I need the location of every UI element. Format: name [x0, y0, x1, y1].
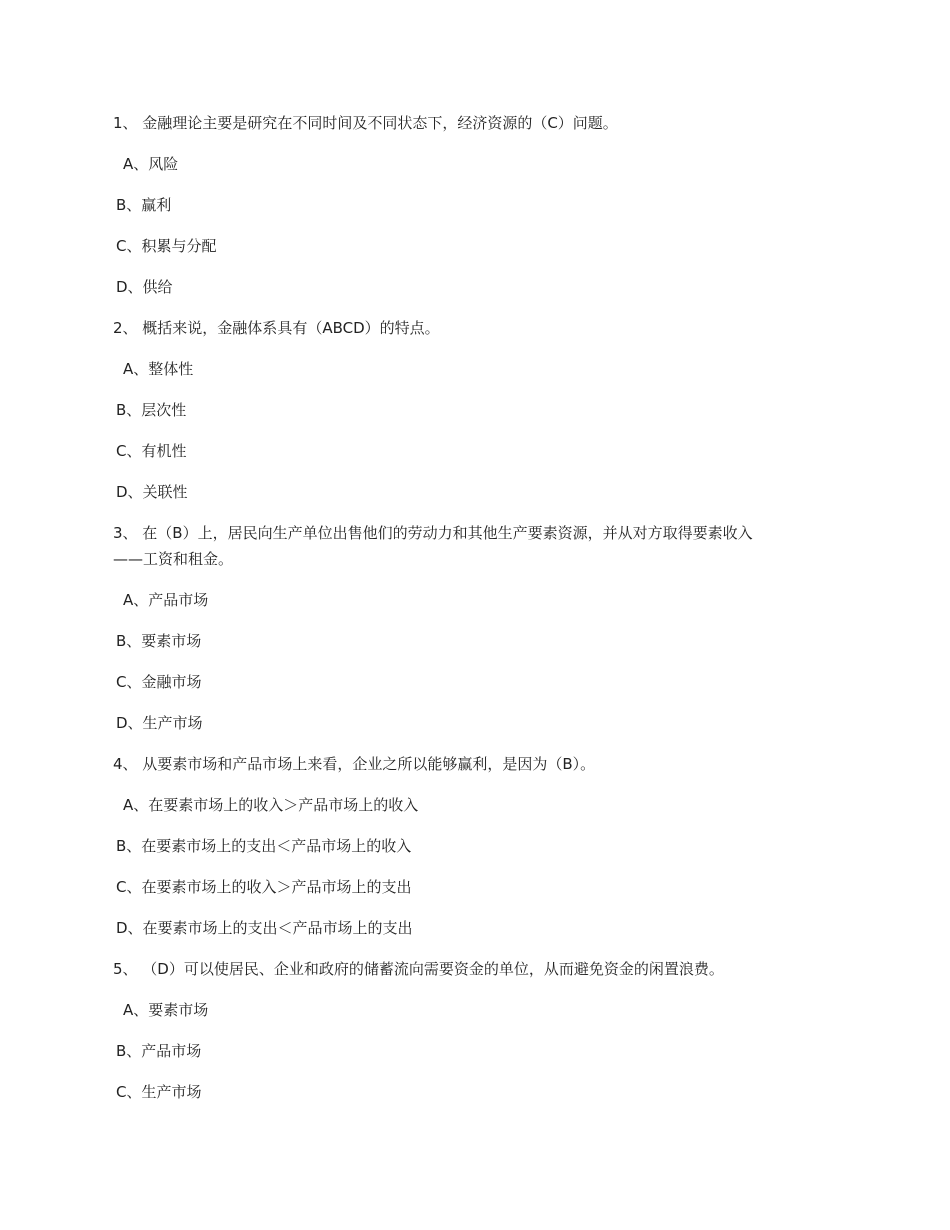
question-2-option-d: D、关联性	[116, 483, 188, 501]
question-1-option-a: A、风险	[123, 155, 179, 173]
question-5-option-b: B、产品市场	[116, 1042, 202, 1060]
question-4-option-a: A、在要素市场上的收入＞产品市场上的收入	[123, 796, 419, 814]
question-3-option-a: A、产品市场	[123, 591, 209, 609]
question-3-text-line-1: 3、 在（B）上，居民向生产单位出售他们的劳动力和其他生产要素资源，并从对方取得要素收入	[113, 524, 753, 542]
question-1-option-d: D、供给	[116, 278, 173, 296]
question-1-option-c: C、积累与分配	[116, 237, 217, 255]
question-5-text: 5、 （D）可以使居民、企业和政府的储蓄流向需要资金的单位，从而避免资金的闲置浪费。	[113, 960, 724, 978]
question-1-text: 1、 金融理论主要是研究在不同时间及不同状态下，经济资源的（C）问题。	[113, 114, 618, 132]
question-4-option-c: C、在要素市场上的收入＞产品市场上的支出	[116, 878, 412, 896]
question-5-option-c: C、生产市场	[116, 1083, 202, 1101]
question-2-option-c: C、有机性	[116, 442, 187, 460]
question-5-option-a: A、要素市场	[123, 1001, 209, 1019]
question-4-option-b: B、在要素市场上的支出＜产品市场上的收入	[116, 837, 412, 855]
question-2-option-b: B、层次性	[116, 401, 187, 419]
question-2-option-a: A、整体性	[123, 360, 194, 378]
question-3-option-b: B、要素市场	[116, 632, 202, 650]
question-3-text-line-2: ——工资和租金。	[113, 550, 234, 568]
question-2-text: 2、 概括来说，金融体系具有（ABCD）的特点。	[113, 319, 440, 337]
question-3-option-d: D、生产市场	[116, 714, 203, 732]
question-1-option-b: B、赢利	[116, 196, 172, 214]
question-4-option-d: D、在要素市场上的支出＜产品市场上的支出	[116, 919, 413, 937]
question-3-option-c: C、金融市场	[116, 673, 202, 691]
question-4-text: 4、 从要素市场和产品市场上来看，企业之所以能够赢利，是因为（B）。	[113, 755, 596, 773]
